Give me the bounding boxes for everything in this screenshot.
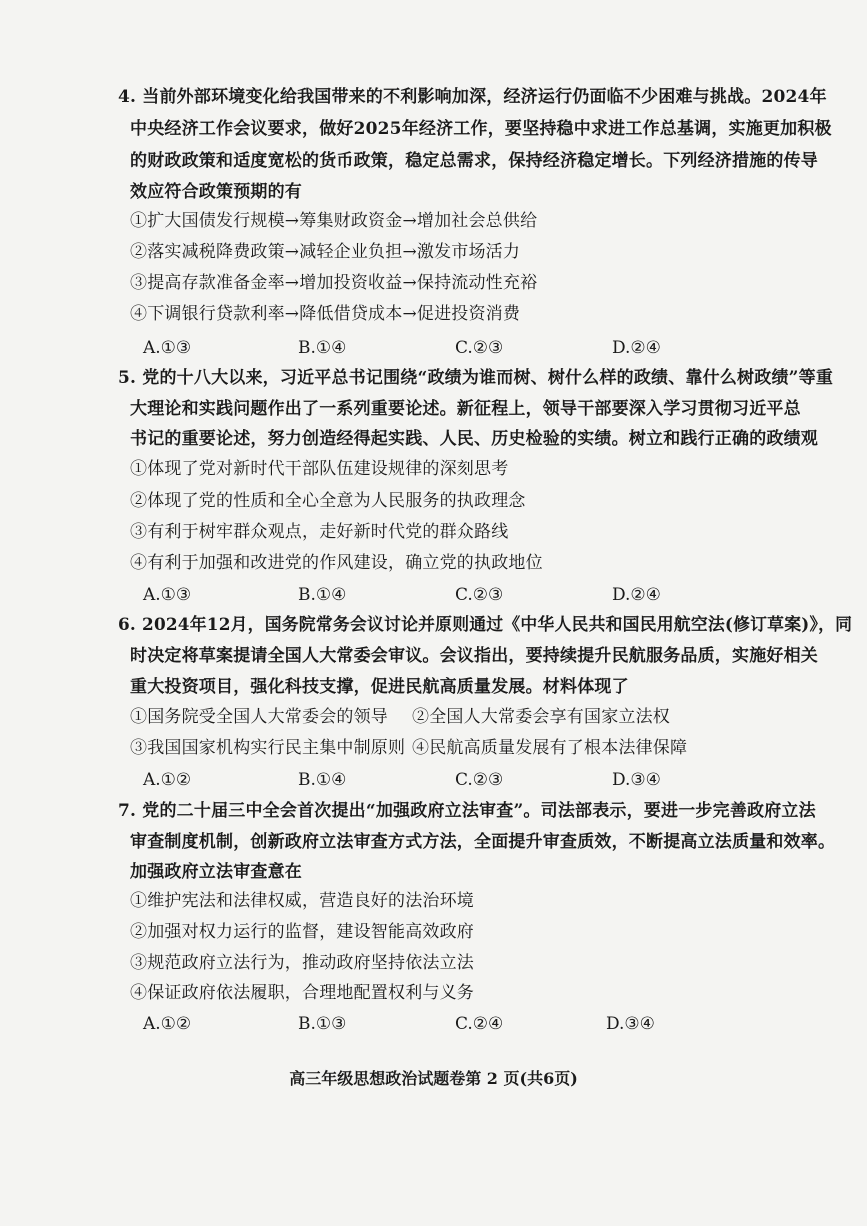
question-7-stem-line-1: 7. 党的二十届三中全会首次提出“加强政府立法审查”。司法部表示，要进一步完善政府立法	[118, 801, 816, 821]
question-4-item-1: ①扩大国债发行规模→筹集财政资金→增加社会总供给	[130, 211, 538, 231]
question-6-option-d: D.③④	[612, 770, 661, 790]
question-5-option-a: A.①③	[143, 585, 192, 605]
question-6-option-b: B.①④	[298, 770, 347, 790]
question-5-option-c: C.②③	[455, 585, 504, 605]
question-7-item-3: ③规范政府立法行为，推动政府坚持依法立法	[130, 953, 474, 973]
question-7-stem-line-3: 加强政府立法审查意在	[130, 862, 302, 882]
question-6-item-2: ②全国人大常委会享有国家立法权	[412, 707, 670, 727]
question-5-item-1: ①体现了党对新时代干部队伍建设规律的深刻思考	[130, 459, 509, 479]
question-6-stem-line-3: 重大投资项目，强化科技支撑，促进民航高质量发展。材料体现了	[130, 677, 629, 697]
question-4-stem-line-1: 4. 当前外部环境变化给我国带来的不利影响加深，经济运行仍面临不少困难与挑战。2024年	[118, 87, 827, 107]
question-4-stem-line-3: 的财政政策和适度宽松的货币政策，稳定总需求，保持经济稳定增长。下列经济措施的传导	[130, 151, 818, 171]
question-6-stem-line-2: 时决定将草案提请全国人大常委会审议。会议指出，要持续提升民航服务品质，实施好相关	[130, 646, 818, 666]
question-7-item-4: ④保证政府依法履职，合理地配置权利与义务	[130, 983, 474, 1003]
question-5-option-b: B.①④	[298, 585, 347, 605]
question-6-item-3: ③我国国家机构实行民主集中制原则	[130, 738, 406, 758]
question-4-option-c: C.②③	[455, 338, 504, 358]
page-footer: 高三年级思想政治试题卷第 2 页(共6页)	[289, 1069, 578, 1088]
question-4-option-a: A.①③	[143, 338, 192, 358]
question-6-option-c: C.②③	[455, 770, 504, 790]
question-5-stem-line-3: 书记的重要论述，努力创造经得起实践、人民、历史检验的实绩。树立和践行正确的政绩观	[130, 429, 818, 449]
question-5-stem-line-1: 5. 党的十八大以来，习近平总书记围绕“政绩为谁而树、树什么样的政绩、靠什么树政绩”等重	[118, 368, 834, 388]
question-4-option-d: D.②④	[612, 338, 661, 358]
question-4-stem-line-2: 中央经济工作会议要求，做好2025年经济工作，要坚持稳中求进工作总基调，实施更加积极	[130, 119, 832, 139]
question-7-option-c: C.②④	[455, 1014, 504, 1034]
question-4-item-3: ③提高存款准备金率→增加投资收益→保持流动性充裕	[130, 273, 538, 293]
question-5-item-4: ④有利于加强和改进党的作风建设，确立党的执政地位	[130, 553, 543, 573]
question-7-option-b: B.①③	[298, 1014, 347, 1034]
question-4-item-2: ②落实减税降费政策→减轻企业负担→激发市场活力	[130, 242, 521, 262]
question-6-item-4: ④民航高质量发展有了根本法律保障	[412, 738, 688, 758]
question-4-stem-line-4: 效应符合政策预期的有	[130, 182, 302, 202]
question-7-item-2: ②加强对权力运行的监督，建设智能高效政府	[130, 922, 474, 942]
question-5-stem-line-2: 大理论和实践问题作出了一系列重要论述。新征程上，领导干部要深入学习贯彻习近平总	[130, 399, 801, 419]
question-7-item-1: ①维护宪法和法律权威，营造良好的法治环境	[130, 891, 474, 911]
question-6-option-a: A.①②	[143, 770, 192, 790]
question-6-stem-line-1: 6. 2024年12月，国务院常务会议讨论并原则通过《中华人民共和国民用航空法(修订草案)》，同	[118, 615, 853, 635]
question-4-item-4: ④下调银行贷款利率→降低借贷成本→促进投资消费	[130, 304, 521, 324]
question-4-option-b: B.①④	[298, 338, 347, 358]
question-7-option-d: D.③④	[606, 1014, 655, 1034]
question-5-item-2: ②体现了党的性质和全心全意为人民服务的执政理念	[130, 491, 526, 511]
question-5-option-d: D.②④	[612, 585, 661, 605]
question-7-option-a: A.①②	[143, 1014, 192, 1034]
question-5-item-3: ③有利于树牢群众观点，走好新时代党的群众路线	[130, 522, 509, 542]
question-7-stem-line-2: 审查制度机制，创新政府立法审查方式方法，全面提升审查质效，不断提高立法质量和效率。	[130, 832, 836, 852]
question-6-item-1: ①国务院受全国人大常委会的领导	[130, 707, 388, 727]
